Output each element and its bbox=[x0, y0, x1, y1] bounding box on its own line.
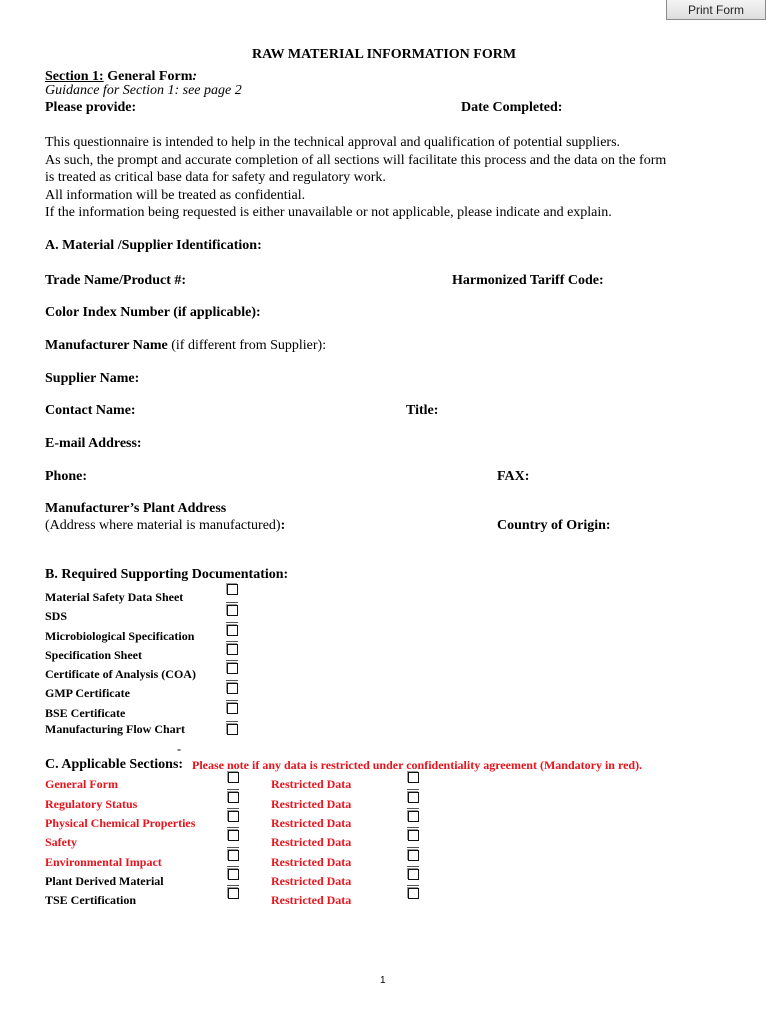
checkbox-divider bbox=[226, 700, 238, 701]
checkbox-divider bbox=[226, 660, 238, 661]
checkbox-divider bbox=[407, 847, 419, 848]
intro-line: If the information being requested is either unavailable or not applicable, please indicate and explain. bbox=[45, 205, 612, 221]
checkbox-divider bbox=[227, 808, 239, 809]
color-index-label[interactable]: Color Index Number (if applicable): bbox=[45, 305, 261, 320]
tariff-code-label[interactable]: Harmonized Tariff Code: bbox=[452, 273, 604, 288]
section-item-label: TSE Certification bbox=[45, 893, 136, 907]
checkbox-divider bbox=[226, 721, 238, 722]
documentation-checkbox[interactable] bbox=[227, 663, 238, 674]
section-checkbox[interactable] bbox=[228, 869, 239, 880]
checkbox-divider bbox=[227, 847, 239, 848]
restricted-data-checkbox[interactable] bbox=[408, 888, 419, 899]
section-colon: : bbox=[192, 69, 198, 84]
section-item-label: Safety bbox=[45, 835, 77, 849]
intro-line: This questionnaire is intended to help in the technical approval and qualification of potential suppliers. bbox=[45, 135, 621, 150]
documentation-checkbox[interactable] bbox=[227, 605, 238, 616]
restricted-data-checkbox[interactable] bbox=[408, 850, 419, 861]
section-checkbox[interactable] bbox=[228, 830, 239, 841]
documentation-item-label: Microbiological Specification bbox=[45, 629, 195, 643]
stray-mark: - bbox=[177, 742, 181, 756]
documentation-item-label: Manufacturing Flow Chart bbox=[45, 722, 185, 736]
documentation-checkbox[interactable] bbox=[227, 724, 238, 735]
plant-address-note bbox=[45, 518, 285, 534]
checkbox-divider bbox=[226, 641, 238, 642]
restricted-data-label: Restricted Data bbox=[271, 893, 352, 907]
contact-name-label[interactable]: Contact Name: bbox=[45, 403, 136, 418]
checkbox-divider bbox=[226, 602, 238, 603]
section-checkbox[interactable] bbox=[228, 772, 239, 783]
documentation-item-label: BSE Certificate bbox=[45, 706, 126, 720]
email-label[interactable]: E-mail Address: bbox=[45, 436, 142, 451]
section-checkbox[interactable] bbox=[228, 888, 239, 899]
checkbox-divider bbox=[407, 866, 419, 867]
intro-line: is treated as critical base data for safety and regulatory work. bbox=[45, 170, 386, 186]
section-label: Section 1: bbox=[45, 69, 104, 84]
plant-address-colon: : bbox=[280, 518, 286, 533]
section-checkbox[interactable] bbox=[228, 811, 239, 822]
supplier-name-label[interactable]: Supplier Name: bbox=[45, 371, 140, 386]
intro-line: All information will be treated as confidential. bbox=[45, 187, 306, 203]
section-checkbox[interactable] bbox=[228, 792, 239, 803]
part-b-heading: B. Required Supporting Documentation: bbox=[45, 567, 289, 582]
section-checkbox[interactable] bbox=[228, 850, 239, 861]
plant-address-note-text: (Address where material is manufactured) bbox=[45, 518, 281, 533]
manufacturer-name-note: (if different from Supplier): bbox=[167, 338, 327, 353]
restricted-data-checkbox[interactable] bbox=[408, 772, 419, 783]
date-completed-label[interactable]: Date Completed: bbox=[461, 100, 563, 115]
restricted-data-label: Restricted Data bbox=[271, 777, 352, 791]
restricted-data-label: Restricted Data bbox=[271, 874, 352, 888]
documentation-item-label: Material Safety Data Sheet bbox=[45, 590, 184, 604]
form-title: RAW MATERIAL INFORMATION FORM bbox=[251, 47, 517, 62]
intro-line: As such, the prompt and accurate completion of all sections will facilitate this process and the data on the form bbox=[45, 152, 667, 168]
fax-label[interactable]: FAX: bbox=[497, 469, 530, 484]
country-of-origin-label[interactable]: Country of Origin: bbox=[497, 518, 611, 533]
section-item-label: Environmental Impact bbox=[45, 855, 162, 869]
checkbox-divider bbox=[227, 866, 239, 867]
documentation-item-label: SDS bbox=[45, 609, 68, 623]
part-a-heading: A. Material /Supplier Identification: bbox=[45, 238, 262, 253]
phone-label[interactable]: Phone: bbox=[45, 469, 87, 484]
documentation-checkbox[interactable] bbox=[227, 683, 238, 694]
section-guidance: Guidance for Section 1: see page 2 bbox=[45, 83, 242, 98]
checkbox-divider bbox=[227, 789, 239, 790]
checkbox-divider bbox=[407, 885, 419, 886]
section-item-label: Regulatory Status bbox=[45, 797, 138, 811]
please-provide-label: Please provide: bbox=[45, 100, 137, 115]
restricted-data-checkbox[interactable] bbox=[408, 830, 419, 841]
trade-name-label[interactable]: Trade Name/Product #: bbox=[45, 273, 187, 288]
checkbox-divider bbox=[407, 789, 419, 790]
restricted-data-label: Restricted Data bbox=[271, 855, 352, 869]
section-item-label: Plant Derived Material bbox=[45, 874, 164, 888]
documentation-checkbox[interactable] bbox=[227, 703, 238, 714]
manufacturer-name-text: Manufacturer Name bbox=[45, 338, 168, 353]
part-c-heading: C. Applicable Sections: bbox=[45, 757, 184, 772]
documentation-checkbox[interactable] bbox=[227, 584, 238, 595]
section-item-label: General Form bbox=[45, 777, 118, 791]
checkbox-divider bbox=[407, 827, 419, 828]
checkbox-divider bbox=[227, 827, 239, 828]
documentation-checkbox[interactable] bbox=[227, 644, 238, 655]
page-number: 1 bbox=[380, 975, 386, 986]
restricted-data-label: Restricted Data bbox=[271, 816, 352, 830]
restricted-data-checkbox[interactable] bbox=[408, 792, 419, 803]
restricted-data-label: Restricted Data bbox=[271, 797, 352, 811]
documentation-checkbox[interactable] bbox=[227, 625, 238, 636]
restricted-data-checkbox[interactable] bbox=[408, 869, 419, 880]
checkbox-divider bbox=[227, 885, 239, 886]
checkbox-divider bbox=[226, 622, 238, 623]
plant-address-label[interactable]: Manufacturer’s Plant Address bbox=[45, 501, 227, 516]
confidentiality-note: Please note if any data is restricted under confidentiality agreement (Mandatory in red). bbox=[192, 758, 643, 772]
section-name: General Form bbox=[107, 69, 193, 84]
checkbox-divider bbox=[407, 808, 419, 809]
documentation-item-label: Specification Sheet bbox=[45, 648, 142, 662]
manufacturer-name-label[interactable] bbox=[45, 338, 326, 354]
intro-paragraph bbox=[45, 134, 666, 222]
section-item-label: Physical Chemical Properties bbox=[45, 816, 196, 830]
print-form-button[interactable]: Print Form bbox=[666, 0, 766, 20]
documentation-item-label: GMP Certificate bbox=[45, 686, 130, 700]
title-label[interactable]: Title: bbox=[406, 403, 439, 418]
documentation-item-label: Certificate of Analysis (COA) bbox=[45, 667, 196, 681]
restricted-data-checkbox[interactable] bbox=[408, 811, 419, 822]
checkbox-divider bbox=[226, 680, 238, 681]
restricted-data-label: Restricted Data bbox=[271, 835, 352, 849]
